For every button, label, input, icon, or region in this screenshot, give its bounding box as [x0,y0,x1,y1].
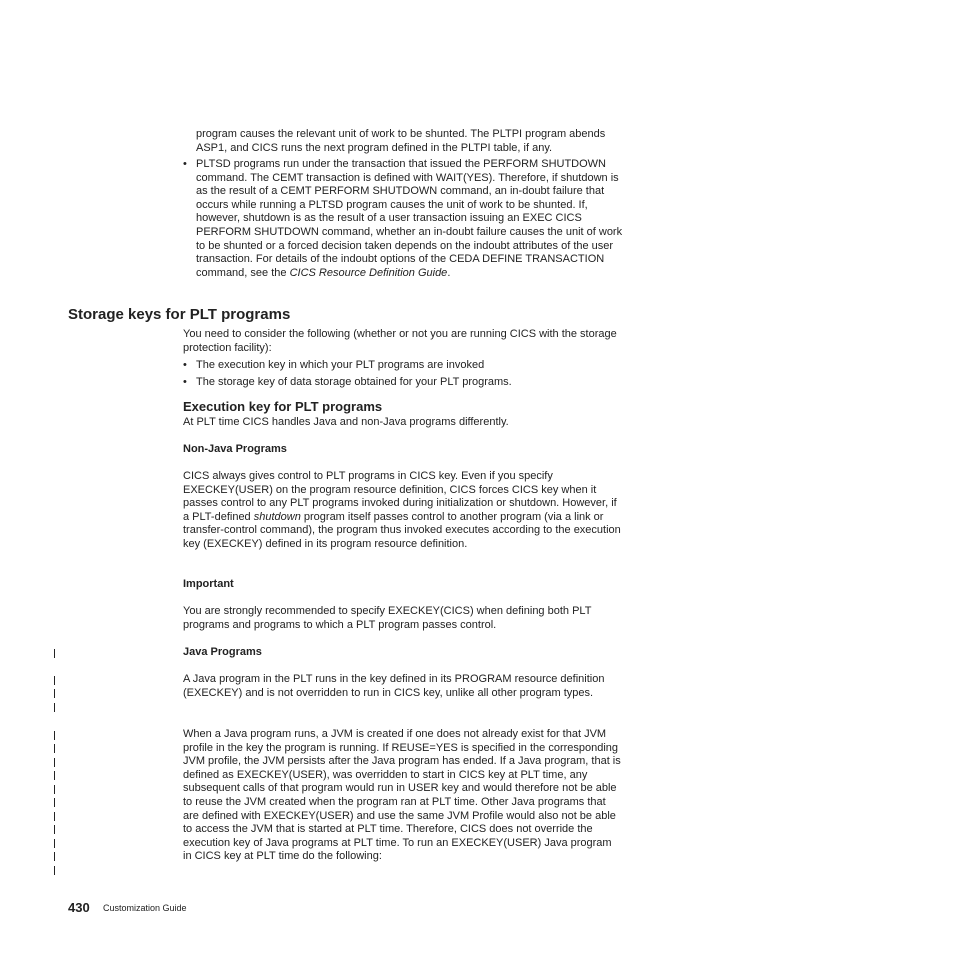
page-number: 430 [68,900,90,915]
change-bar [54,785,55,794]
nonjava-title: Non-Java Programs [183,443,287,455]
bullet-icon: • [183,359,187,371]
nonjava-text: CICS always gives control to PLT programs in CICS key. Even if you specify EXECKEY(USER) on the program resource definition, CICS forces CICS key when it passes control to any PLT programs invoked during initialization or shutdown. However, if a PLT-defined shutdown program itself passes control to another program (via a link or transfer-control command), the program thus invoked executes according to the execution key (EXECKEY) defined in its program resource definition. [183,470,621,550]
intro-continuation: program causes the relevant unit of work to be shunted. The PLTPI program abends ASP1, and CICS runs the next program defined in the PLTPI table, if any. [196,128,606,154]
change-bar [54,825,55,834]
change-bar [54,649,55,658]
list-item-text: The storage key of data storage obtained for your PLT programs. [196,376,512,388]
book-title: Customization Guide [103,903,187,913]
change-bar [54,689,55,698]
important-text: You are strongly recommended to specify EXECKEY(CICS) when defining both PLT programs and programs to which a PLT program passes control. [183,605,592,631]
change-bar [54,676,55,685]
list-item-text: PLTSD programs run under the transaction that issued the PERFORM SHUTDOWN command. The CEMT transaction is defined with WAIT(YES). Therefore, if shutdown is as the result of a CEMT PERFORM SHUTDOWN command, an in-doubt failure that occurs while running a PLTSD program causes the unit of work to be shunted. If, however, shutdown is as the result of a user transaction issuing an EXEC CICS PERFORM SHUTDOWN command, whether an in-doubt failure causes the unit of work to be shunted or a forced decision taken depends on the indoubt attributes of the user transaction. For details of the indoubt options of the CEDA DEFINE TRANSACTION command, see the CICS Resource Definition Guide. [196,158,623,279]
execution-intro: At PLT time CICS handles Java and non-Java programs differently. [183,416,509,428]
change-bar [54,744,55,753]
bullet-icon: • [183,158,187,170]
java-title: Java Programs [183,646,262,658]
subsection-title: Execution key for PLT programs [183,399,383,414]
change-bar [54,839,55,848]
list-item-text: The execution key in which your PLT programs are invoked [196,359,485,371]
section-title: Storage keys for PLT programs [68,306,291,323]
important-title: Important [183,578,234,590]
section-intro: You need to consider the following (whether or not you are running CICS with the storage protection facility): [183,328,617,354]
bullet-icon: • [183,376,187,388]
change-bar [54,798,55,807]
java-para1: A Java program in the PLT runs in the key defined in its PROGRAM resource definition (EXECKEY) and is not overridden to run in CICS key, unlike all other program types. [183,673,605,699]
change-bar [54,852,55,861]
change-bar [54,866,55,875]
java-para2: When a Java program runs, a JVM is created if one does not already exist for that JVM profile in the key the program is running. If REUSE=YES is specified in the corresponding JVM profile, the JVM persists after the Java program has ended. If a Java program, that is defined as EXECKEY(USER), was overridden to start in CICS key at PLT time, any subsequent calls of that program would run in USER key and would therefore not be able to reuse the JVM created when the program ran at PLT time. Other Java programs that are defined with EXECKEY(USER) and use the same JVM Profile would also not be able to access the JVM that is started at PLT time. Therefore, CICS does not override the execution key of Java programs at PLT time. To run an EXECKEY(USER) Java program in CICS key at PLT time do the following: [183,728,621,863]
change-bar [54,758,55,767]
reference-link[interactable]: CICS Resource Definition Guide [289,266,448,279]
change-bar [54,812,55,821]
change-bar [54,731,55,740]
change-bar [54,771,55,780]
change-bar [54,703,55,712]
